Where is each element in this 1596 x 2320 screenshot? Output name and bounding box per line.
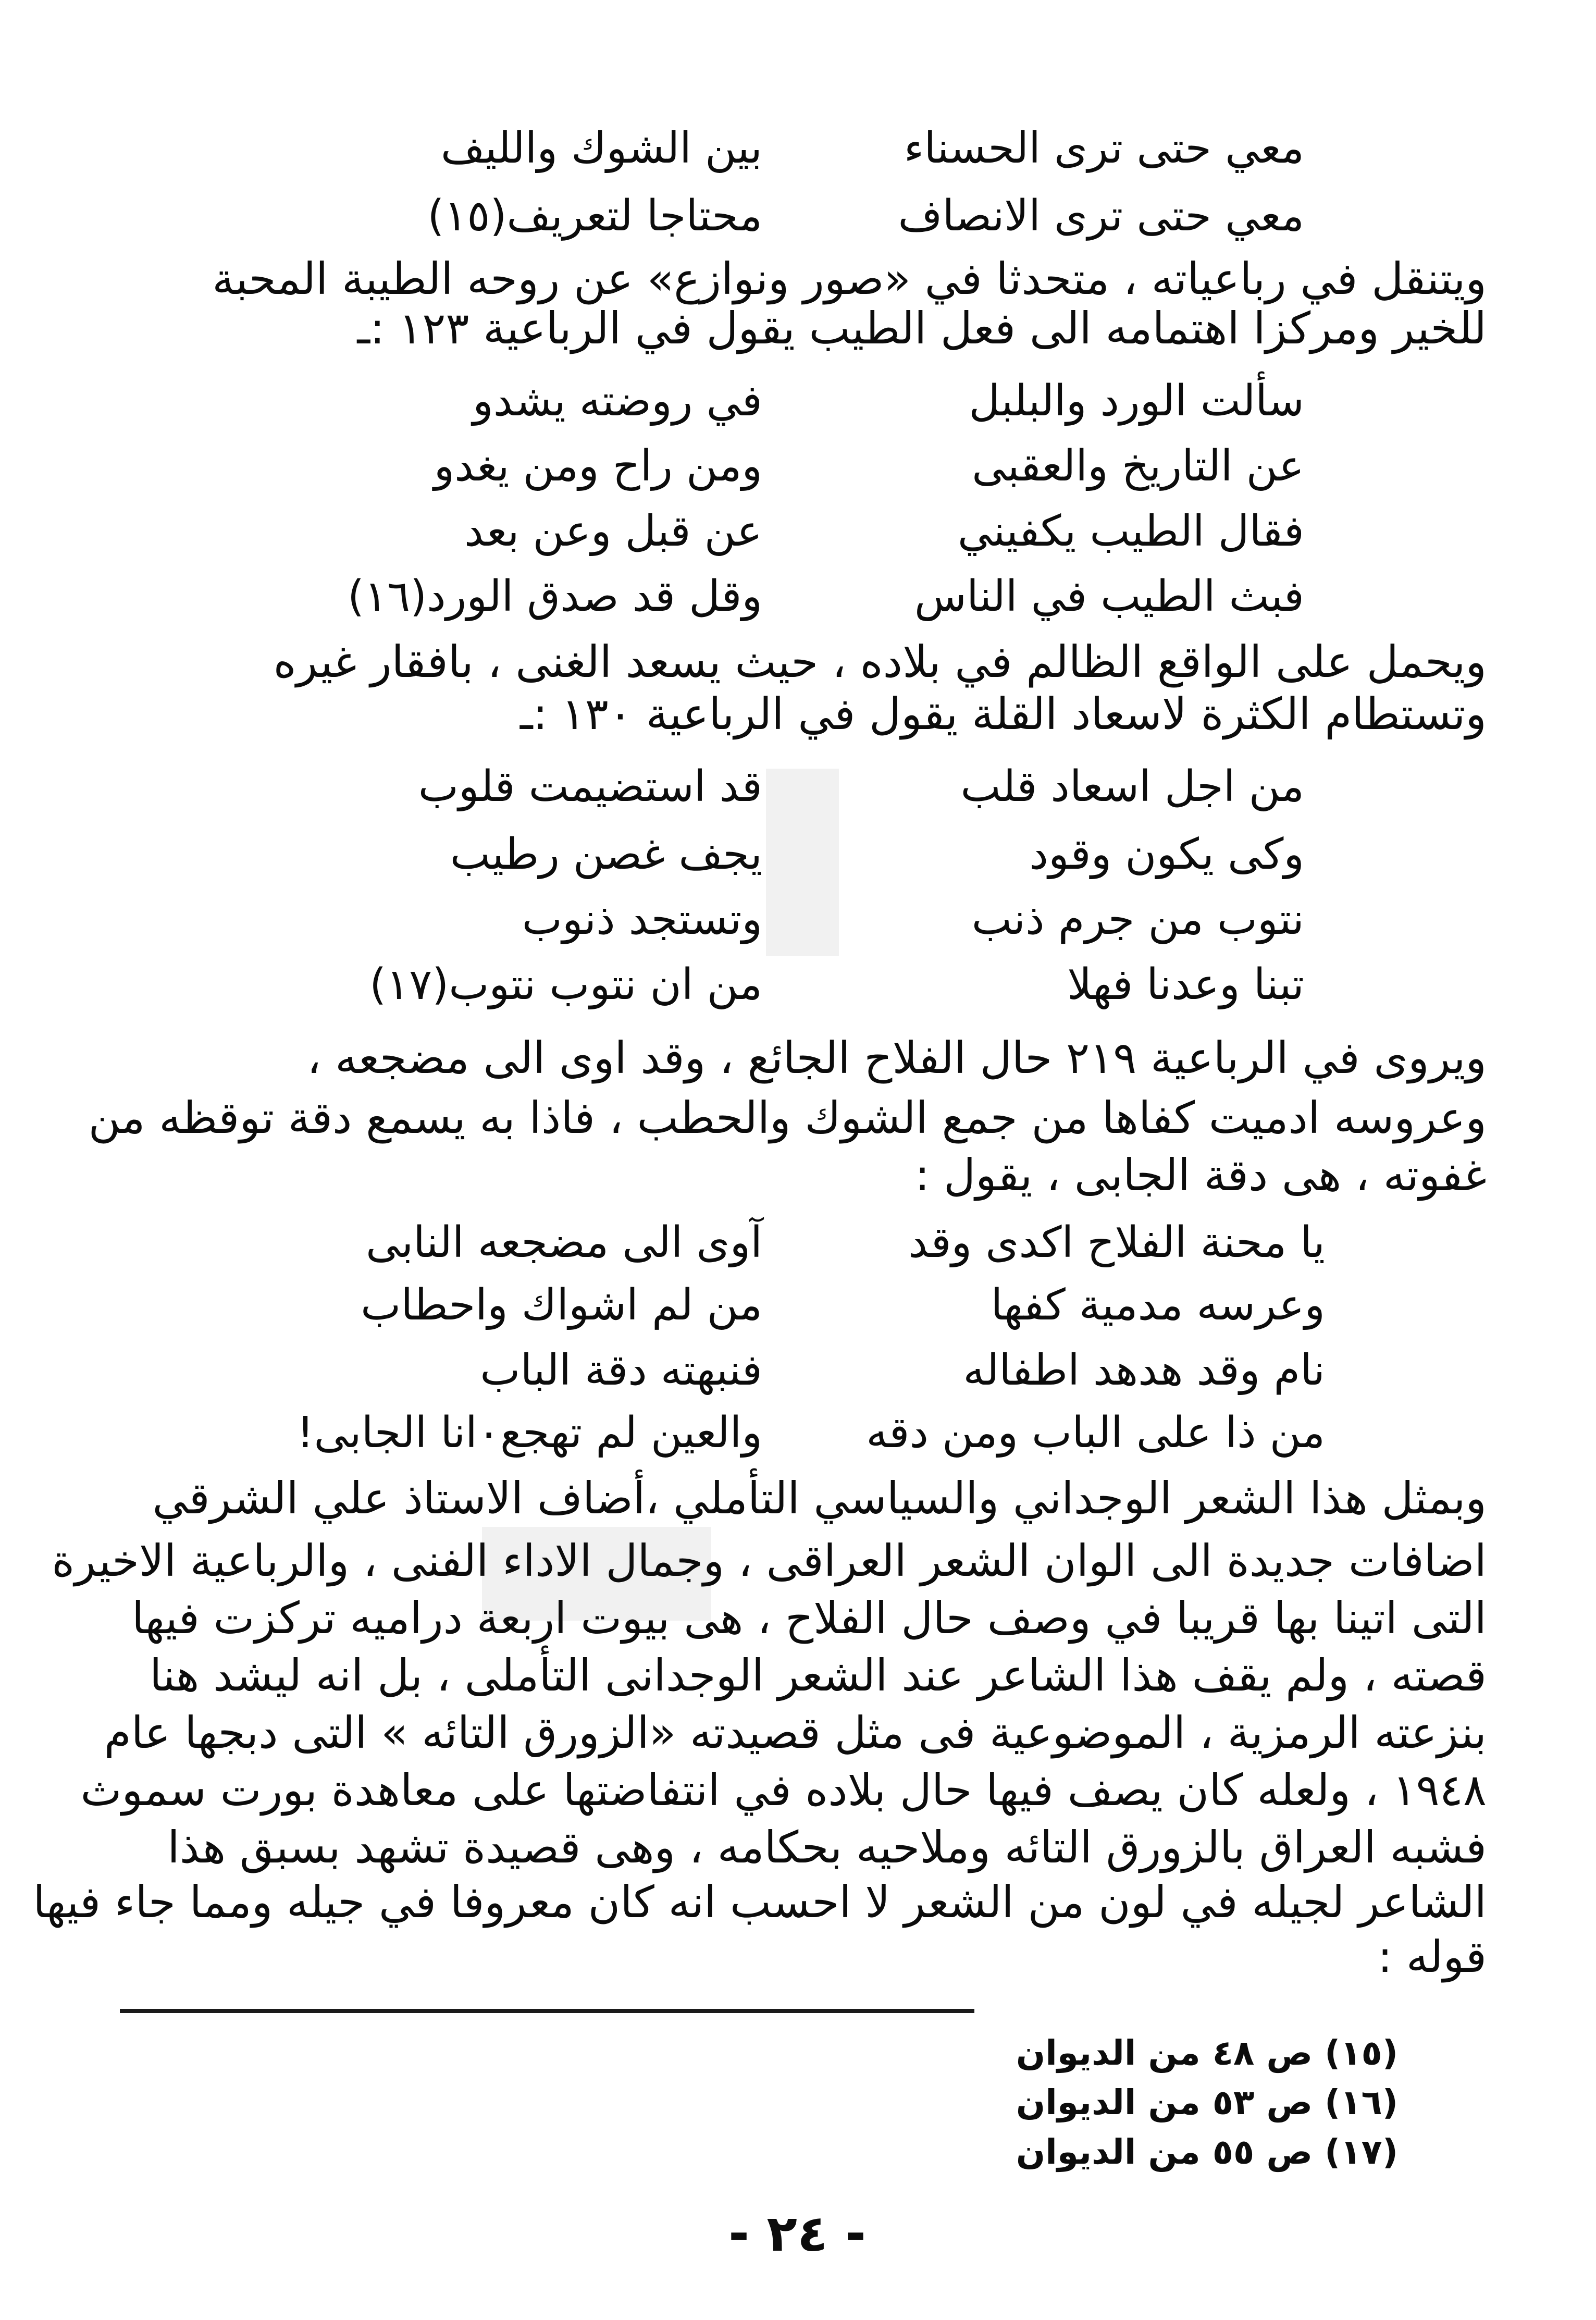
verse-hemistich: محتاجا لتعريف(١٥) bbox=[427, 191, 762, 241]
verse-hemistich: آوى الى مضجعه النابى bbox=[365, 1218, 762, 1267]
paragraph-line: اضافات جديدة الى الوان الشعر العراقى ، وجمال الاداء الفنى ، والرباعية الاخيرة bbox=[52, 1535, 1487, 1586]
paragraph-line: الشاعر لجيله في لون من الشعر لا احسب انه كان معروفا في جيله ومما جاء فيها bbox=[33, 1877, 1487, 1928]
verse-hemistich: فقال الطيب يكفيني bbox=[957, 507, 1304, 556]
verse-hemistich: سألت الورد والبلبل bbox=[969, 376, 1304, 426]
paragraph-line: ويحمل على الواقع الظالم في بلاده ، حيث يسعد الغنى ، بافقار غيره bbox=[273, 636, 1487, 687]
verse-hemistich: وعرسه مدمية كفها bbox=[991, 1280, 1325, 1330]
paragraph-line: وعروسه ادميت كفاها من جمع الشوك والحطب ، فاذا به يسمع دقة توقظه من bbox=[88, 1092, 1487, 1143]
verse-hemistich: يا محنة الفلاح اكدى وقد bbox=[908, 1218, 1325, 1267]
verse-hemistich: قد استضيمت قلوب bbox=[418, 762, 762, 811]
paragraph-line: ويروى في الرباعية ٢١٩ حال الفلاح الجائع ، وقد اوى الى مضجعه ، bbox=[307, 1032, 1487, 1083]
footnote-rule bbox=[120, 2009, 974, 2013]
verse-hemistich: معي حتى ترى الانصاف bbox=[898, 191, 1304, 241]
paragraph-line: ١٩٤٨ ، ولعله كان يصف فيها حال بلاده في انتفاضتها على معاهدة بورت سموث bbox=[80, 1764, 1487, 1816]
paragraph-line: التى اتينا بها قريبا في وصف حال الفلاح ، هى بيوت اربعة دراميه تركزت فيها bbox=[131, 1593, 1487, 1644]
verse-hemistich: يجف غصن رطيب bbox=[450, 830, 762, 879]
verse-hemistich: بين الشوك والليف bbox=[440, 124, 762, 173]
paragraph-line: وبمثل هذا الشعر الوجداني والسياسي التأملي ،أضاف الاستاذ علي الشرقي bbox=[152, 1473, 1487, 1524]
paragraph-line: غفوته ، هى دقة الجابى ، يقول : bbox=[914, 1150, 1487, 1201]
verse-hemistich: وقل قد صدق الورد(١٦) bbox=[348, 572, 762, 621]
verse-hemistich: نام وقد هدهد اطفاله bbox=[963, 1346, 1325, 1395]
verse-hemistich: في روضته يشدو bbox=[473, 376, 762, 426]
verse-hemistich: تبنا وعدنا فهلا bbox=[1067, 960, 1304, 1009]
footnote: (١٧) ص ٥٥ من الديوان bbox=[1016, 2132, 1398, 2172]
verse-hemistich: من ان نتوب نتوب(١٧) bbox=[369, 960, 762, 1009]
verse-hemistich: ومن راح ومن يغدو bbox=[434, 441, 762, 491]
verse-hemistich: من ذا على الباب ومن دقه bbox=[866, 1408, 1325, 1458]
paragraph-line: فشبه العراق بالزورق التائه وملاحيه بحكامه ، وهى قصيدة تشهد بسبق هذا bbox=[167, 1822, 1487, 1873]
paragraph-line: ويتنقل في رباعياته ، متحدثا في «صور ونوازع» عن روحه الطيبة المحبة bbox=[212, 253, 1487, 304]
page-number: - ٢٤ - bbox=[728, 2204, 866, 2263]
verse-hemistich: وكى يكون وقود bbox=[1029, 830, 1304, 879]
verse-hemistich: معي حتى ترى الحسناء bbox=[904, 124, 1304, 173]
footnote: (١٦) ص ٥٣ من الديوان bbox=[1016, 2082, 1398, 2122]
verse-hemistich: والعين لم تهجع٠انا الجابى! bbox=[296, 1408, 762, 1458]
verse-hemistich: من اجل اسعاد قلب bbox=[960, 762, 1304, 811]
verse-hemistich: فبث الطيب في الناس bbox=[914, 572, 1304, 621]
verse-hemistich: فنبهته دقة الباب bbox=[480, 1346, 762, 1395]
paragraph-line: وتستطام الكثرة لاسعاد القلة يقول في الرباعية ١٣٠ :ـ bbox=[520, 688, 1487, 739]
paragraph-line: قوله : bbox=[1377, 1931, 1487, 1982]
paragraph-line: بنزعته الرمزية ، الموضوعية فى مثل قصيدته «الزورق التائه » التى دبجها عام bbox=[104, 1707, 1487, 1758]
paragraph-line: قصته ، ولم يقف هذا الشاعر عند الشعر الوجدانى التأملى ، بل انه ليشد هنا bbox=[150, 1650, 1487, 1701]
verse-hemistich: من لم اشواك واحطاب bbox=[361, 1280, 762, 1330]
verse-hemistich: وتستجد ذنوب bbox=[522, 895, 762, 944]
verse-hemistich: عن التاريخ والعقبى bbox=[972, 441, 1304, 491]
paragraph-line: للخير ومركزا اهتمامه الى فعل الطيب يقول في الرباعية ١٢٣ :ـ bbox=[357, 303, 1487, 354]
footnote: (١٥) ص ٤٨ من الديوان bbox=[1016, 2033, 1398, 2073]
verse-hemistich: عن قبل وعن بعد bbox=[464, 507, 762, 556]
verse-hemistich: نتوب من جرم ذنب bbox=[971, 895, 1304, 944]
